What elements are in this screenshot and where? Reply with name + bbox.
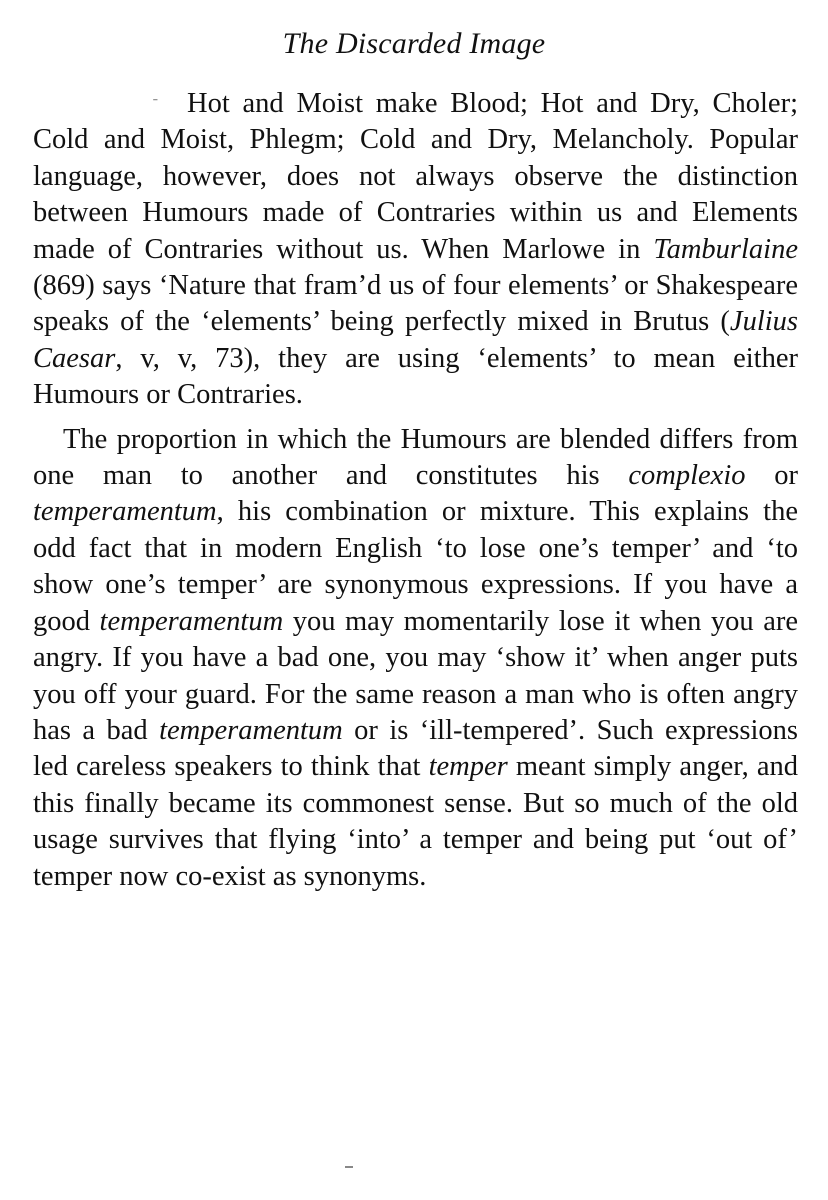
text-run: (869) says ‘Nature that fram’d us of four elements’ or Shakespeare speaks of the ‘elements’ being perfectly mixed in Brutus (: [33, 270, 798, 338]
text-run: , his combination or mixture. This explains the odd fact that in modern English ‘to lose one’s temper’ and ‘to show one’s temper’ are synonymous expressions. If you have a good: [33, 496, 798, 637]
italic-run: temper: [428, 751, 508, 783]
stray-ink-mark: ˉ: [153, 97, 158, 112]
page-foot-mark: [345, 1166, 353, 1168]
italic-run: temperamentum: [33, 496, 217, 528]
italic-run: complexio: [628, 460, 746, 492]
body-text: [33, 86, 798, 895]
italic-run: Julius Caesar: [33, 306, 798, 374]
italic-run: temperamentum: [99, 605, 284, 637]
text-run: or: [745, 460, 798, 492]
paragraph: [33, 86, 798, 414]
text-run: , v, v, 73), they are using ‘elements’ to mean either Humours or Contraries.: [33, 342, 798, 411]
italic-run: temperamentum: [159, 714, 343, 746]
paragraph: [33, 422, 798, 895]
text-run: you may momentarily lose it when you are angry. If you have a bad one, you may ‘show it’ when anger puts you off your guard. For the same reason a man who is often angry has a bad: [33, 605, 798, 746]
running-head: The Discarded Image: [282, 27, 546, 60]
text-run: Hot and Moist make Blood; Hot and Dry, Choler; Cold and Moist, Phlegm; Cold and Dry, Melancholy. Popular language, however, does not always observe the distinction between Humours made of Contraries within us and Elements made of Contraries without us. When Marlowe in: [33, 88, 798, 265]
text-run: or is ‘ill-tempered’. Such expressions led careless speakers to think that: [33, 714, 798, 783]
italic-run: Tamburlaine: [653, 233, 798, 265]
text-run: The proportion in which the Humours are blended differs from one man to another and constitutes his: [33, 423, 798, 492]
text-run: meant simply anger, and this finally became its commonest sense. But so much of the old usage survives that flying ‘into’ a temper and being put ‘out of’ temper now co-exist as synonyms.: [33, 751, 799, 892]
